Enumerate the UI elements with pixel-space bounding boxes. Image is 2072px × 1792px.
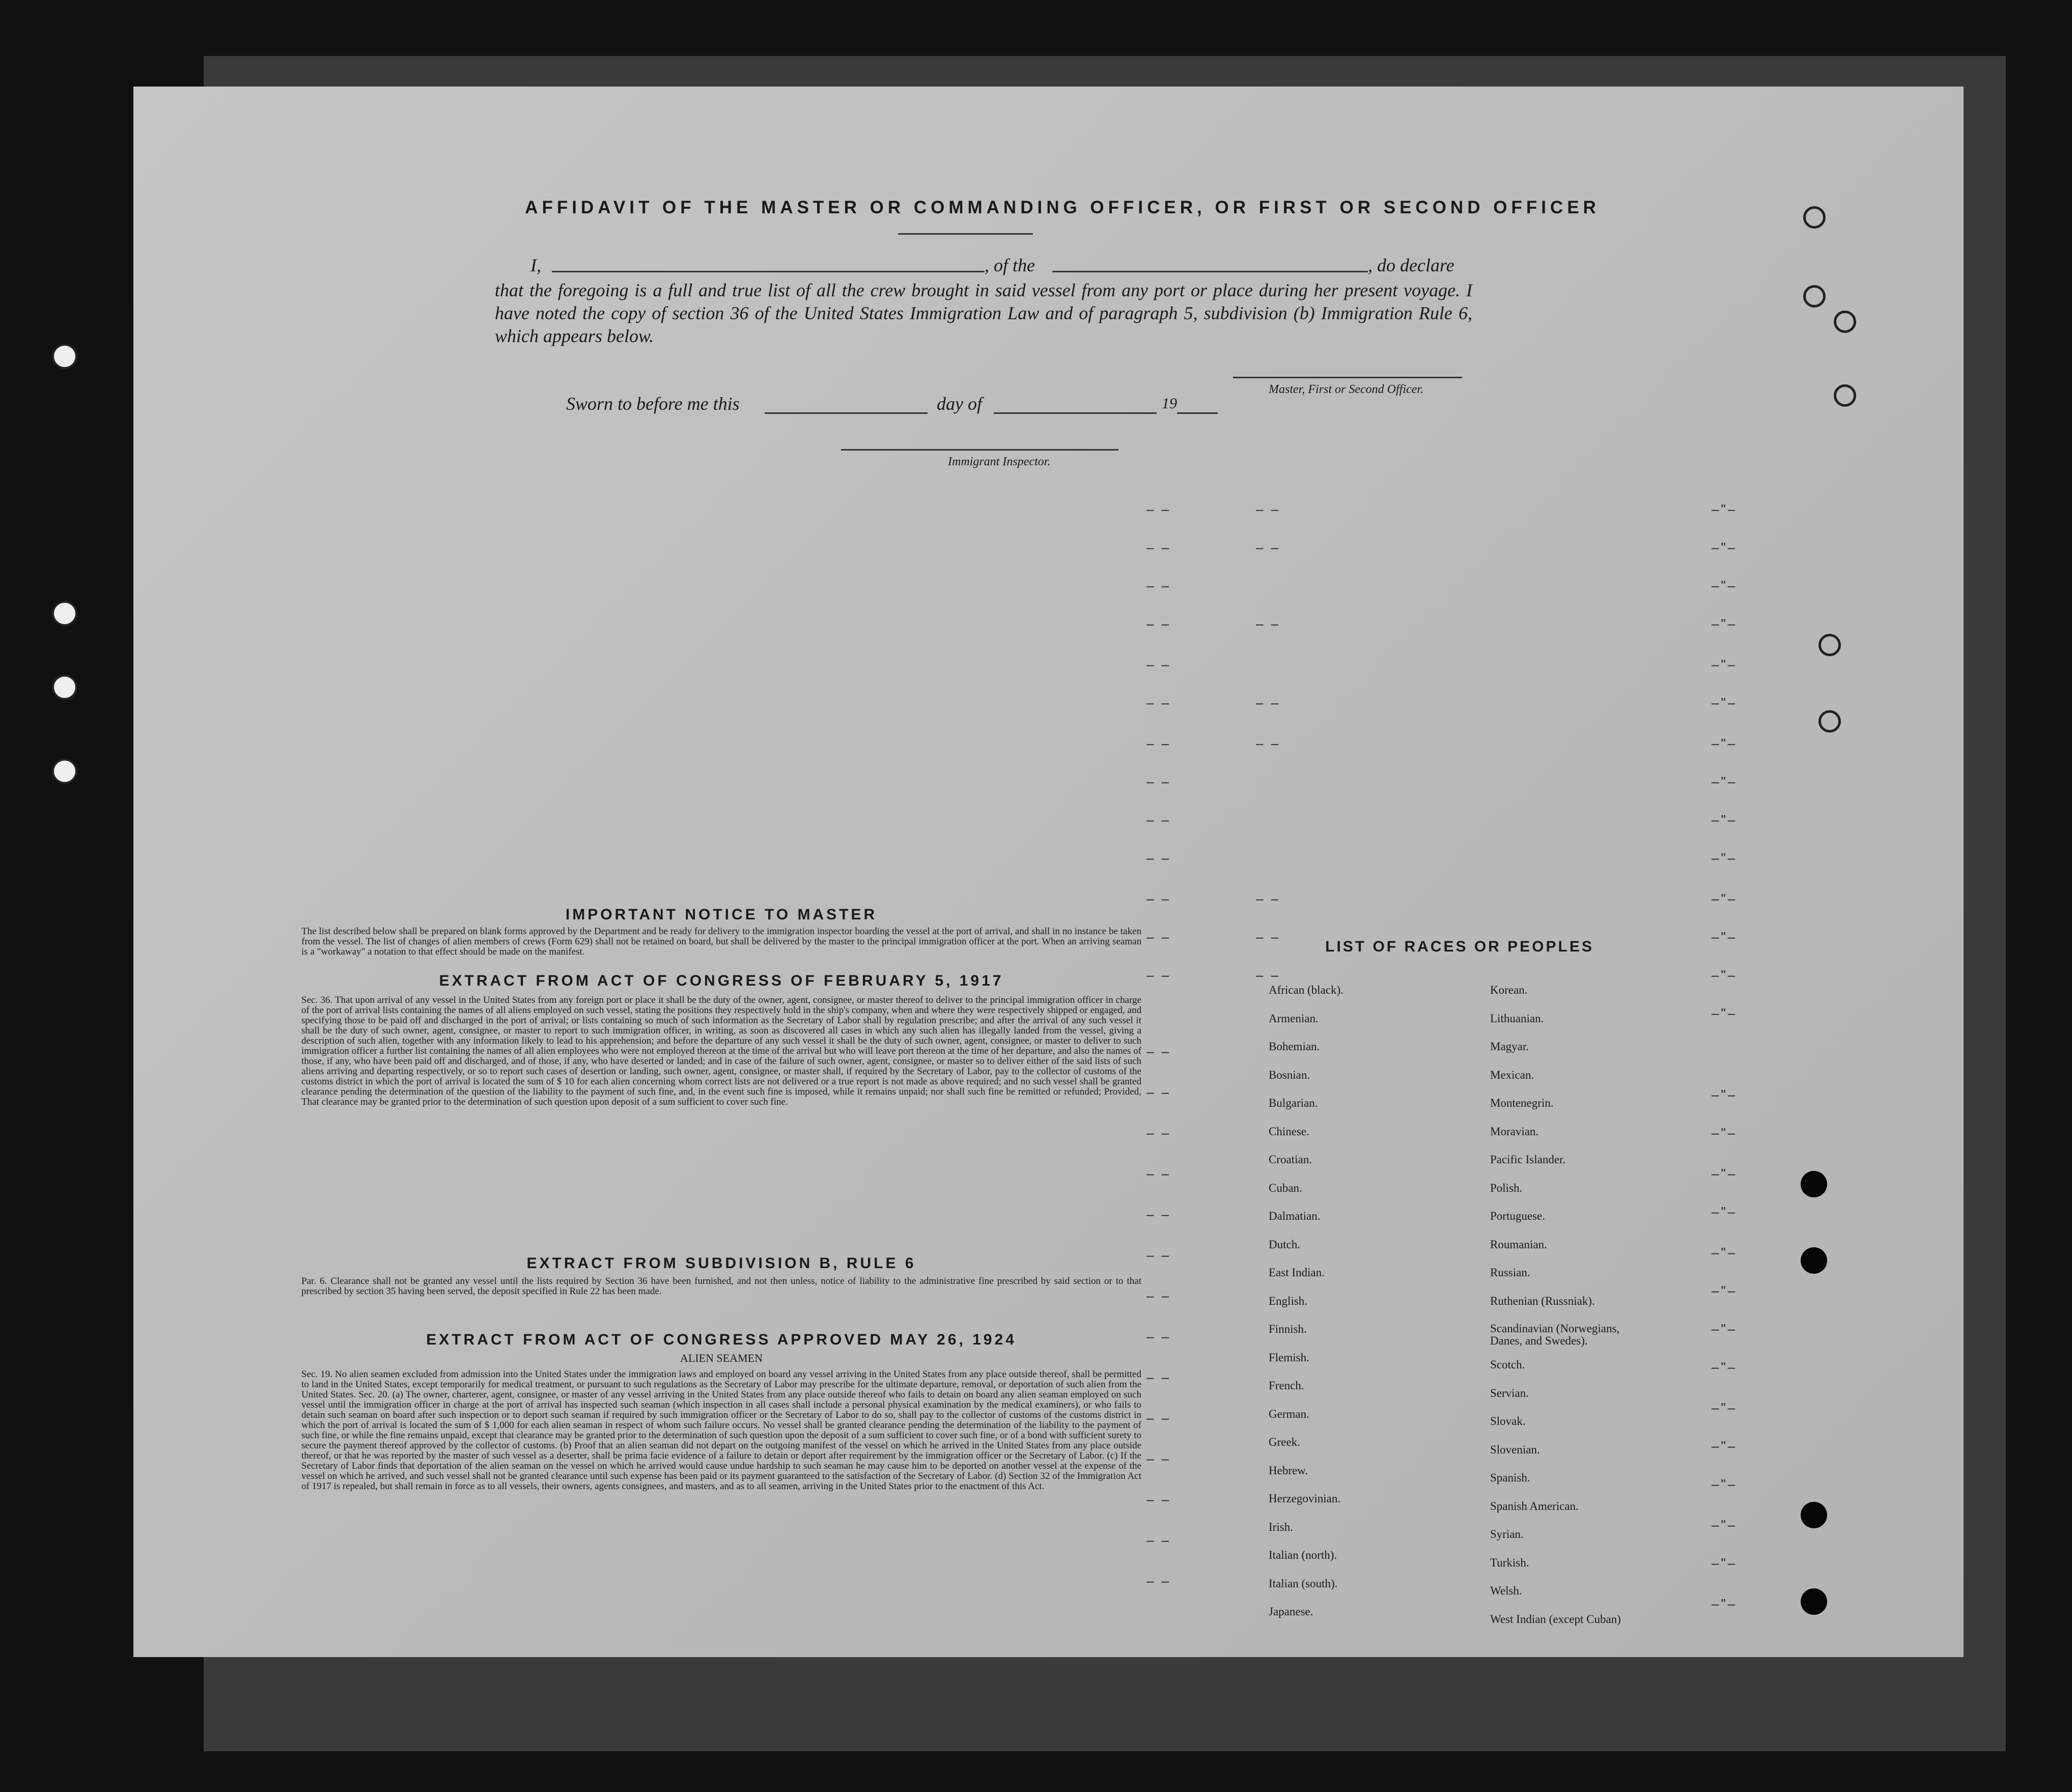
punch-hole <box>1801 1171 1827 1197</box>
dash-mark: – – <box>1146 812 1171 827</box>
dash-mark: – – <box>1256 891 1281 906</box>
punch-hole <box>52 344 77 369</box>
race-item: Cuban. <box>1269 1181 1302 1194</box>
race-item: Portuguese. <box>1490 1210 1545 1222</box>
vessel-name-field <box>1052 271 1368 272</box>
dash-mark: –"– <box>1712 774 1738 789</box>
dash-mark: –"– <box>1712 578 1738 593</box>
race-item: Bulgarian. <box>1269 1097 1318 1109</box>
race-item: Pacific Islander. <box>1490 1153 1566 1166</box>
race-item: Montenegrin. <box>1490 1097 1554 1109</box>
dash-mark: – – <box>1146 616 1171 631</box>
dash-mark: –"– <box>1712 812 1738 827</box>
dash-mark: – – <box>1146 501 1171 517</box>
notice-heading: IMPORTANT NOTICE TO MASTER <box>565 906 878 923</box>
vessel-prefix: , of the <box>985 255 1035 275</box>
race-item: Spanish American. <box>1490 1499 1579 1513</box>
dash-mark: –"– <box>1712 1438 1738 1453</box>
race-item: Bosnian. <box>1269 1068 1310 1081</box>
dash-mark: – – <box>1256 736 1281 751</box>
extract-1924-heading: EXTRACT FROM ACT OF CONGRESS APPROVED MAY 26, 1924 <box>426 1331 1017 1348</box>
punch-hole <box>1801 1502 1827 1528</box>
inspector-signature-line <box>841 449 1118 451</box>
race-item: Moravian. <box>1490 1125 1539 1138</box>
dash-mark: – – <box>1146 1329 1171 1344</box>
extract-rule6-text: Par. 6. Clearance shall not be granted any vessel until the lists required by Section 36 have been furnished, and not then unless, notice of liability to the administrative fine prescribed by said section or to that prescribed by section 35 having been served, the deposit specified in Rule 22 has been made. <box>301 1276 1141 1297</box>
race-item: Turkish. <box>1490 1556 1529 1569</box>
dash-mark: –"– <box>1712 1125 1738 1140</box>
race-item: Welsh. <box>1490 1584 1522 1597</box>
race-item: Spanish. <box>1490 1471 1530 1484</box>
race-item: Japanese. <box>1269 1605 1313 1618</box>
race-item: Polish. <box>1490 1181 1523 1194</box>
punch-hole <box>1834 384 1856 407</box>
extract-1924-text: Sec. 19. No alien seamen excluded from admission into the United States under the immigration laws and employed on board any vessel arriving in the United States from any place outside thereof, shall be permitted to land in the United States, except temporarily for medical treatment, or pursuant to such regulations as the Secretary of Labor may prescribe for the ultimate departure, removal, or deportation of such alien from the United States. Sec. 20. (a) The owner, charterer, agent, consignee, or master of any vessel arriving in the United States from any place outside thereof who fails to detain on board any alien seaman employed on such vessel until the immigration officer in charge at the port of arrival has inspected such seaman (which inspection in all cases shall include a personal physical examination by the medical examiners), or who fails to detain such seaman on board after such inspection or to deport such seaman if required by such immigration officer or the Secretary of Labor to do so, shall pay to the collector of customs of the customs district in which the port of arrival is located the sum of $ 1,000 for each alien seaman in respect of whom such failure occurs. No vessel shall be granted clearance pending the determination of the liability to the payment of such fine, or while the fine remains unpaid, except that clearance may be granted prior to the determination of such question upon the deposit of a sum sufficient to cover such fine, or of a bond with sufficient surety to secure the payment thereof approved by the collector of customs. (b) Proof that an alien seaman did not depart on the outgoing manifest of the vessel on which he arrived in the United States from any place outside thereof, or that he was reported by the master of such vessel as a deserter, shall be prima facie evidence of a failure to detain or deport after requirement by the immigration officer or the Secretary of Labor. (c) If the Secretary of Labor finds that deportation of the alien seaman on the vessel on which he arrived would cause undue hardship to such seaman he may cause him to be deported on another vessel at the expense of the vessel on which he arrived, and such vessel shall not be granted clearance until such expense has been paid or its payment guaranteed to the satisfaction of the Secretary of Labor. (d) Section 32 of the Immigration Act of 1917 is repealed, but shall remain in force as to all vessels, their owners, agents consignees, and masters, and as to all seamen, arriving in the United States prior to the enactment of this Act. <box>301 1369 1141 1492</box>
dash-mark: – – <box>1146 929 1171 944</box>
race-item: Croatian. <box>1269 1153 1312 1166</box>
document-page <box>133 87 1964 1657</box>
dash-mark: –"– <box>1712 1517 1738 1532</box>
notice-text: The list described below shall be prepared on blank forms approved by the Department and be ready for delivery to the immigration inspector boarding the vessel at the port of arrival, and shall in no instance be taken from the vessel. The list of changes of alien members of crews (Form 629) shall not be retained on board, but shall be delivered by the master to the principal immigration officer at the port. When an arriving seaman is a "workaway" a notation to that effect should be made on the manifest. <box>301 926 1141 957</box>
race-item: Finnish. <box>1269 1323 1307 1335</box>
dash-mark: – – <box>1256 695 1281 710</box>
dash-mark: – – <box>1146 1247 1171 1263</box>
race-item: Bohemian. <box>1269 1040 1320 1053</box>
race-item: Ruthenian (Russniak). <box>1490 1294 1595 1307</box>
punch-hole <box>1834 311 1856 333</box>
race-item: German. <box>1269 1407 1309 1420</box>
dash-mark: – – <box>1146 1044 1171 1059</box>
year-label: 19 <box>1162 395 1177 412</box>
race-item: Flemish. <box>1269 1351 1309 1364</box>
punch-hole <box>1801 1247 1827 1274</box>
dash-mark: –"– <box>1712 850 1738 865</box>
race-item: English. <box>1269 1294 1308 1307</box>
race-item: Herzegovinian. <box>1269 1492 1341 1505</box>
dash-mark: –"– <box>1712 1555 1738 1571</box>
extract-rule6-heading: EXTRACT FROM SUBDIVISION B, RULE 6 <box>526 1255 916 1272</box>
dash-mark: – – <box>1146 1492 1171 1507</box>
dash-mark: –"– <box>1712 1596 1738 1611</box>
race-item: Dalmatian. <box>1269 1210 1321 1222</box>
race-item: Italian (south). <box>1269 1577 1338 1590</box>
race-item: African (black). <box>1269 984 1343 996</box>
dash-mark: –"– <box>1712 540 1738 555</box>
dash-mark: –"– <box>1712 1283 1738 1298</box>
declare-suffix: , do declare <box>1368 255 1454 275</box>
dash-mark: – – <box>1146 967 1171 983</box>
dash-mark: – – <box>1146 1166 1171 1181</box>
race-item: Dutch. <box>1269 1238 1300 1251</box>
dash-mark: – – <box>1146 1573 1171 1588</box>
dash-mark: – – <box>1146 1207 1171 1222</box>
race-item: Russian. <box>1490 1266 1530 1279</box>
dash-mark: –"– <box>1712 695 1738 710</box>
dash-mark: –"– <box>1712 657 1738 672</box>
race-item: Hebrew. <box>1269 1464 1308 1477</box>
dash-mark: – – <box>1146 1369 1171 1385</box>
extract-1917-text: Sec. 36. That upon arrival of any vessel in the United States from any foreign port or place it shall be the duty of the owner, agent, consignee, or master thereof to deliver to the principal immigration officer in charge of the port of arrival lists containing the names of all aliens employed on such vessel, stating the positions they respectively hold in the ship's company, when and where they were respectively shipped or engaged, and specifying those to be paid off and discharged in the port of arrival; or lists containing so much of such information as the Secretary of Labor shall by regulation prescribe; and after the arrival of any such vessel it shall be the duty of such owner, agent, consignee, or master to report to such immigration officer, in writing, as soon as discovered all cases in which any such alien has illegally landed from the vessel, giving a description of such alien, together with any information likely to lead to his apprehension; and before the departure of any such vessel it shall be the duty of such owner, agent, consignee, or master to deliver to such immigration officer a further list containing the names of all alien employees who were not employed thereon at the time of the arrival but who will leave port thereon at the time of her departure, and also the names of those, if any, who have been paid off and discharged, and of those, if any, who have deserted or landed; and in case of the failure of such owner, agent, consignee, or master so to deliver either of the said lists of such aliens arriving and departing respectively, or so to report such cases of desertion or landing, such owner, agent, consignee, or master shall, if required by the Secretary of Labor, pay to the collector of customs of the customs district in which the port of arrival is located the sum of $ 10 for each alien concerning whom correct lists are not delivered or a true report is not made as above required; and no such vessel shall be granted clearance pending the determination of the question of the liability to the payment of such fine, and, in the event such fine is imposed, while it remains unpaid; nor shall such fine be remitted or refunded; Provided, That clearance may be granted prior to the determination of such question upon deposit of a sum sufficient to cover such fine. <box>301 995 1141 1107</box>
dash-mark: – – <box>1256 540 1281 555</box>
dash-mark: – – <box>1146 774 1171 789</box>
master-signature-line <box>1233 377 1462 378</box>
race-item: Roumanian. <box>1490 1238 1547 1251</box>
title-underline <box>898 233 1033 235</box>
dash-mark: – – <box>1146 578 1171 593</box>
race-item: Slovak. <box>1490 1415 1526 1427</box>
declarant-name-field <box>552 271 985 272</box>
dash-mark: – – <box>1146 1532 1171 1548</box>
dash-mark: –"– <box>1712 891 1738 906</box>
dash-mark: –"– <box>1712 1245 1738 1260</box>
race-item: West Indian (except Cuban) <box>1490 1612 1621 1626</box>
dash-mark: –"– <box>1712 501 1738 517</box>
race-item: Italian (north). <box>1269 1549 1337 1561</box>
declarant-prefix: I, <box>530 255 541 275</box>
punch-hole <box>1803 206 1826 229</box>
dash-mark: – – <box>1146 1410 1171 1425</box>
punch-hole <box>52 675 77 700</box>
punch-hole <box>1818 634 1841 656</box>
dash-mark: – – <box>1256 616 1281 631</box>
punch-hole <box>1818 710 1841 733</box>
sworn-year-field <box>1177 412 1218 414</box>
extract-1924-subheading: ALIEN SEAMEN <box>680 1352 763 1364</box>
inspector-label: Immigrant Inspector. <box>948 455 1051 468</box>
dash-mark: –"– <box>1712 1204 1738 1219</box>
master-signature-label: Master, First or Second Officer. <box>1269 383 1423 396</box>
race-item: Syrian. <box>1490 1528 1524 1541</box>
dash-mark: – – <box>1146 695 1171 710</box>
race-item: Magyar. <box>1490 1040 1529 1053</box>
dash-mark: – – <box>1146 1451 1171 1466</box>
sworn-month-field <box>994 412 1157 414</box>
dash-mark: – – <box>1146 1288 1171 1303</box>
punch-hole <box>52 601 77 626</box>
punch-hole <box>1801 1588 1827 1615</box>
dash-mark: –"– <box>1712 1400 1738 1415</box>
dash-mark: –"– <box>1712 967 1738 983</box>
dash-mark: – – <box>1146 891 1171 906</box>
races-heading: LIST OF RACES OR PEOPLES <box>1325 938 1594 955</box>
race-item: Irish. <box>1269 1520 1293 1533</box>
dash-mark: –"– <box>1712 1359 1738 1375</box>
dash-mark: –"– <box>1712 1166 1738 1181</box>
sworn-day-field <box>765 412 928 414</box>
dash-mark: –"– <box>1712 736 1738 751</box>
punch-hole <box>52 759 77 784</box>
day-of-label: day of <box>937 394 982 414</box>
dash-mark: – – <box>1256 501 1281 517</box>
affidavit-body: that the foregoing is a full and true list of all the crew brought in said vessel from any port or place during her present voyage. I have noted the copy of section 36 of the United States Immigration Law and of paragraph 5, subdivision (b) Immigration Rule 6, which appears below. <box>495 280 1472 346</box>
race-item: Greek. <box>1269 1436 1300 1448</box>
punch-hole <box>1803 285 1826 307</box>
dash-mark: – – <box>1146 540 1171 555</box>
dash-mark: – – <box>1256 967 1281 983</box>
dash-mark: – – <box>1146 1125 1171 1140</box>
dash-mark: – – <box>1146 736 1171 751</box>
dash-mark: – – <box>1146 657 1171 672</box>
dash-mark: –"– <box>1712 616 1738 631</box>
race-item: Scandinavian (Norwegians, Danes, and Swedes). <box>1490 1322 1620 1347</box>
dash-mark: –"– <box>1712 1087 1738 1102</box>
race-item: Servian. <box>1490 1386 1529 1399</box>
race-item: Scotch. <box>1490 1358 1525 1371</box>
dash-mark: – – <box>1256 929 1281 944</box>
dash-mark: –"– <box>1712 1321 1738 1336</box>
race-item: Korean. <box>1490 984 1528 996</box>
affidavit-title: AFFIDAVIT OF THE MASTER OR COMMANDING OFFICER, OR FIRST OR SECOND OFFICER <box>525 198 1600 217</box>
dash-mark: – – <box>1146 1084 1171 1100</box>
race-item: Mexican. <box>1490 1068 1534 1081</box>
race-item: Slovenian. <box>1490 1443 1540 1456</box>
race-item: Lithuanian. <box>1490 1012 1544 1025</box>
dash-mark: –"– <box>1712 929 1738 944</box>
race-item: East Indian. <box>1269 1266 1325 1279</box>
dash-mark: –"– <box>1712 1005 1738 1021</box>
sworn-label: Sworn to before me this <box>566 394 740 414</box>
race-item: Armenian. <box>1269 1012 1319 1025</box>
dash-mark: –"– <box>1712 1476 1738 1492</box>
dash-mark: – – <box>1146 850 1171 865</box>
extract-1917-heading: EXTRACT FROM ACT OF CONGRESS OF FEBRUARY 5, 1917 <box>439 972 1004 989</box>
race-item: French. <box>1269 1379 1304 1392</box>
race-item: Chinese. <box>1269 1125 1309 1138</box>
